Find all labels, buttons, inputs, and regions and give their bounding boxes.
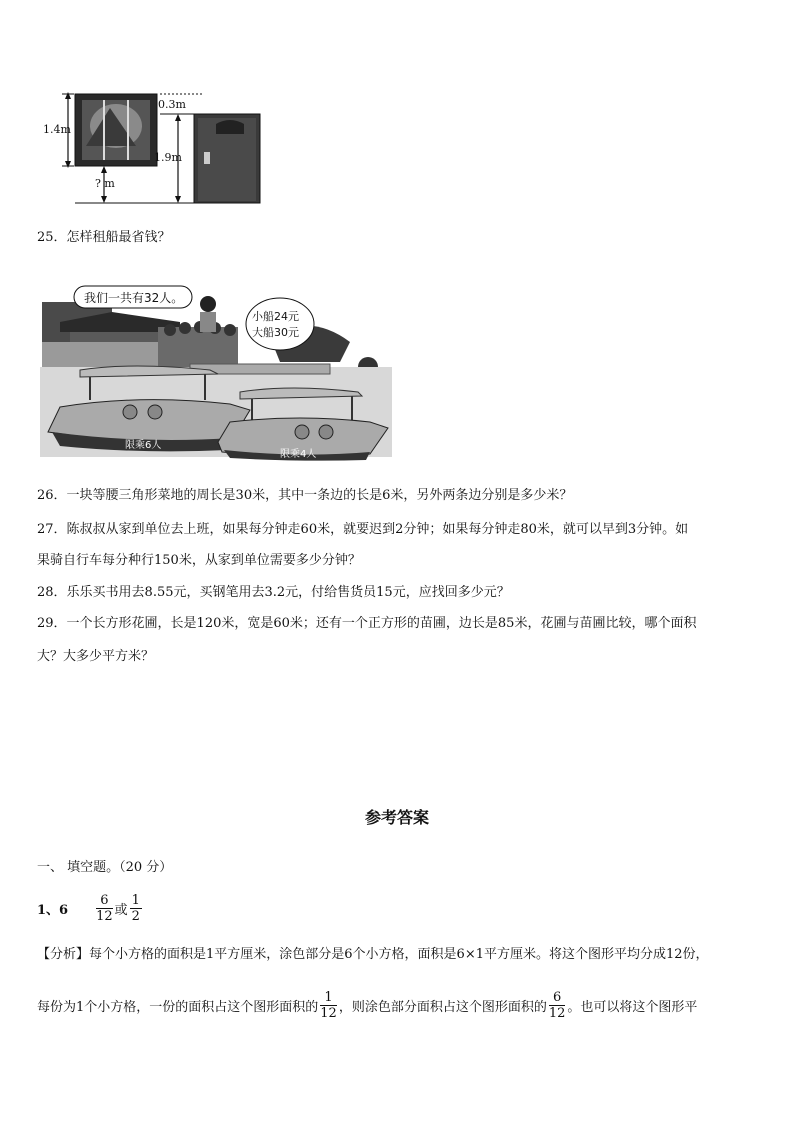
boat-4-label: 限乘4人 [280, 449, 317, 460]
measurement-figure [40, 86, 280, 208]
price-small: 小船24元 [252, 310, 299, 323]
answer-1 [37, 888, 144, 928]
analysis-line-1: 【分析】每个小方格的面积是1平方厘米，涂色部分是6个小方格，面积是6×1平方厘米。将这个图形平均分成12份， [37, 947, 709, 962]
fraction-numerator: 1 [320, 990, 337, 1006]
height-label-right: 1.9m [154, 151, 182, 164]
fraction-numerator: 6 [549, 990, 566, 1006]
fraction-numerator: 6 [96, 893, 113, 909]
analysis-line-2-part-a: 每份为1个小方格，一份的面积占这个图形面积的 [37, 999, 319, 1015]
question-26: 26．一块等腰三角形菜地的周长是30米，其中一条边的长是6米，另外两条边分别是多少米？ [37, 488, 573, 503]
fraction-denominator: 12 [320, 1005, 337, 1021]
question-27-line2: 果骑自行车每分种行150米，从家到单位需要多少分钟？ [37, 553, 361, 568]
fraction-denominator: 2 [131, 908, 140, 924]
answer-1-fraction-1 [96, 893, 113, 924]
analysis-fraction-1 [320, 990, 337, 1021]
question-25: 25．怎样租船最省钱？ [37, 230, 171, 245]
gap-label: 0.3m [158, 98, 186, 111]
price-bubble [246, 298, 314, 350]
unknown-height-label: ? m [95, 177, 115, 190]
analysis-line-2-part-c: 。也可以将这个图形平 [567, 999, 698, 1015]
answer-1-fraction-2 [130, 893, 142, 924]
question-27-line1: 27．陈叔叔从家到单位去上班，如果每分钟走60米，就要迟到2分钟；如果每分钟走80米，就可以早到3分钟。如 [37, 522, 689, 537]
analysis-fraction-2 [549, 990, 566, 1021]
fraction-denominator: 12 [96, 908, 113, 924]
answer-1-or: 或 [114, 902, 128, 918]
boat-6-label: 限乘6人 [125, 440, 162, 451]
answers-section-heading: 一、 填空题。（20 分） [37, 860, 173, 875]
price-big: 大船30元 [252, 326, 299, 339]
boat-rental-scene [40, 282, 392, 462]
fraction-numerator: 1 [131, 892, 140, 908]
answer-1-prefix: 1、6 [37, 902, 69, 918]
question-29-line1: 29．一个长方形花圃，长是120米，宽是60米；还有一个正方形的苗圃，边长是85米，花圃与苗圃比较，哪个面积 [37, 616, 697, 631]
fraction-denominator: 12 [548, 1005, 566, 1021]
analysis-line-2 [37, 985, 697, 1025]
question-28: 28．乐乐买书用去8.55元，买钢笔用去3.2元，付给售货员15元，应找回多少元？ [37, 585, 510, 600]
analysis-line-2-part-b: ，则涂色部分面积占这个图形面积的 [338, 999, 547, 1015]
height-label-left: 1.4m [43, 123, 71, 136]
speech-text: 我们一共有32人。 [84, 291, 184, 305]
answers-title: 参考答案 [364, 808, 429, 827]
question-29-line2: 大？大多少平方米？ [37, 649, 155, 664]
